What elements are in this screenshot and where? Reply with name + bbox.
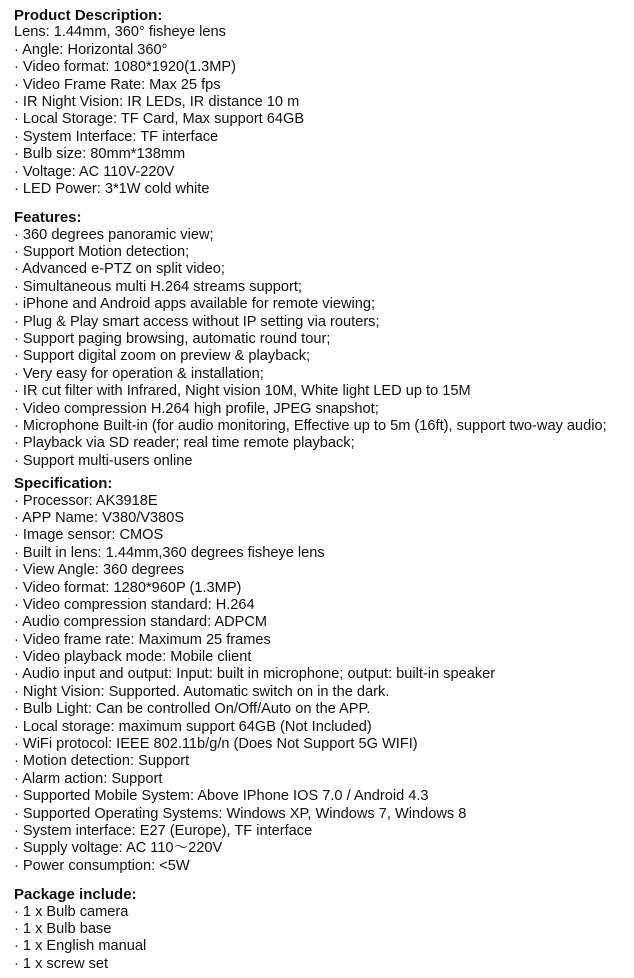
list-item: · 360 degrees panoramic view; bbox=[14, 226, 214, 243]
package-include-heading: Package include: bbox=[14, 886, 137, 904]
list-item: · Motion detection: Support bbox=[14, 753, 190, 770]
list-item: · Power consumption: <5W bbox=[14, 857, 190, 874]
list-item: · LED Power: 3*1W cold white bbox=[14, 180, 210, 197]
list-item: · 1 x English manual bbox=[14, 938, 147, 955]
list-item: · Video compression standard: H.264 bbox=[14, 596, 255, 613]
list-item: · Supply voltage: AC 110～220V bbox=[14, 840, 223, 857]
list-item: · Supported Operating Systems: Windows XP, Windows 7, Windows 8 bbox=[14, 805, 467, 822]
product-description-section bbox=[14, 7, 634, 198]
features-section bbox=[14, 209, 634, 470]
list-item: · View Angle: 360 degrees bbox=[14, 562, 185, 579]
list-item: · Audio input and output: Input: built in microphone; output: built-in speaker bbox=[14, 666, 496, 683]
list-item: · Support paging browsing, automatic round tour; bbox=[14, 331, 331, 348]
list-item: · Plug & Play smart access without IP setting via routers; bbox=[14, 313, 380, 330]
list-item: · Support multi-users online bbox=[14, 452, 193, 469]
list-item: · Video format: 1280*960P (1.3MP) bbox=[14, 579, 242, 596]
list-item: · Video frame rate: Maximum 25 frames bbox=[14, 631, 271, 648]
list-item: · IR Night Vision: IR LEDs, IR distance 10 m bbox=[14, 93, 300, 110]
list-item: · 1 x Bulb base bbox=[14, 920, 112, 937]
list-item: · Local storage: maximum support 64GB (Not Included) bbox=[14, 718, 372, 735]
specification-heading: Specification: bbox=[14, 475, 113, 493]
list-item: · APP Name: V380/V380S bbox=[14, 509, 185, 526]
list-item: · Video compression H.264 high profile, JPEG snapshot; bbox=[14, 400, 379, 417]
list-item: · Microphone Built-in (for audio monitoring, Effective up to 5m (16ft), support two-way audio; bbox=[14, 417, 607, 434]
list-item: · Night Vision: Supported. Automatic switch on in the dark. bbox=[14, 683, 390, 700]
list-item: · Simultaneous multi H.264 streams support; bbox=[14, 278, 302, 295]
specification-section bbox=[14, 475, 634, 875]
list-item: · Video playback mode: Mobile client bbox=[14, 649, 252, 666]
list-item: · System Interface: TF interface bbox=[14, 128, 219, 145]
list-item: · WiFi protocol: IEEE 802.11b/g/n (Does Not Support 5G WIFI) bbox=[14, 736, 418, 753]
list-item: · Voltage: AC 110V-220V bbox=[14, 163, 175, 180]
list-item: Lens: 1.44mm, 360° fisheye lens bbox=[14, 24, 226, 41]
list-item: · Very easy for operation & installation; bbox=[14, 365, 264, 382]
list-item: · 1 x screw set bbox=[14, 955, 109, 972]
list-item: · Alarm action: Support bbox=[14, 770, 163, 787]
features-heading: Features: bbox=[14, 209, 82, 227]
list-item: · Support digital zoom on preview & playback; bbox=[14, 348, 311, 365]
list-item: · Video format: 1080*1920(1.3MP) bbox=[14, 59, 237, 76]
list-item: · iPhone and Android apps available for remote viewing; bbox=[14, 296, 376, 313]
list-item: · 1 x Bulb camera bbox=[14, 903, 129, 920]
list-item: · Image sensor: CMOS bbox=[14, 527, 164, 544]
list-item: · Supported Mobile System: Above IPhone IOS 7.0 / Android 4.3 bbox=[14, 788, 429, 805]
product-description-heading: Product Description: bbox=[14, 7, 163, 24]
list-item: · Playback via SD reader; real time remote playback; bbox=[14, 435, 355, 452]
list-item: · Angle: Horizontal 360° bbox=[14, 41, 168, 58]
list-item: · Support Motion detection; bbox=[14, 244, 190, 261]
list-item: · Audio compression standard: ADPCM bbox=[14, 614, 268, 631]
list-item: · Processor: AK3918E bbox=[14, 492, 158, 509]
list-item: · System interface: E27 (Europe), TF interface bbox=[14, 822, 313, 839]
list-item: · Advanced e-PTZ on split video; bbox=[14, 261, 225, 278]
package-include-section bbox=[14, 886, 634, 973]
list-item: · Built in lens: 1.44mm,360 degrees fisheye lens bbox=[14, 544, 325, 561]
list-item: · Video Frame Rate: Max 25 fps bbox=[14, 76, 221, 93]
list-item: · Bulb Light: Can be controlled On/Off/Auto on the APP. bbox=[14, 701, 371, 718]
list-item: · IR cut filter with Infrared, Night vision 10M, White light LED up to 15M bbox=[14, 383, 471, 400]
list-item: · Bulb size: 80mm*138mm bbox=[14, 146, 186, 163]
list-item: · Local Storage: TF Card, Max support 64GB bbox=[14, 111, 305, 128]
